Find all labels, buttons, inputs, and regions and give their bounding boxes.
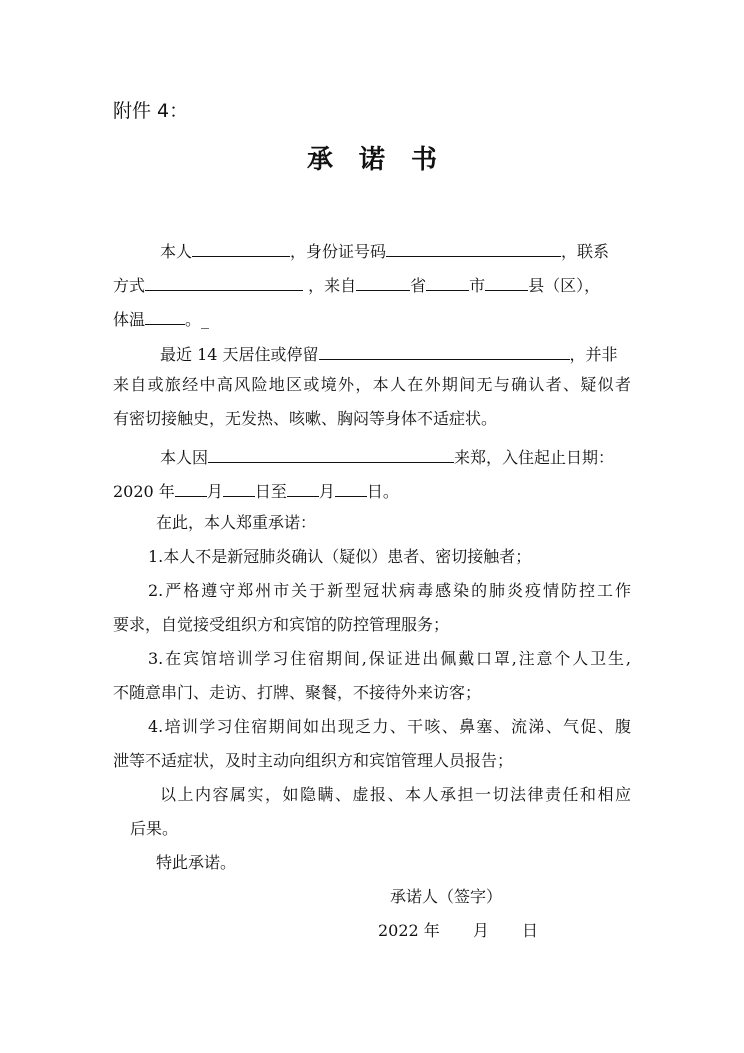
p1-text-d: 方式 [113,276,146,295]
commitment-item-2-line1: 2.严格遵守郑州市关于新型冠状病毒感染的肺炎疫情防控工作 [148,581,631,600]
p3-text-g: 日。 [366,482,399,501]
p3-line1 [160,443,614,465]
p2-text-a: 最近 14 天居住或停留 [160,345,319,364]
p1-text-e: ，来自 [308,276,357,295]
p1-line1 [160,237,609,259]
end-day-blank[interactable] [335,477,367,497]
commitment-item-2-line2: 要求，自觉接受组织方和宾馆的防控管理服务； [113,615,450,634]
p1-text-j: 。_ [185,310,210,329]
p1-text-f: 省 [410,276,427,295]
closing-line1: 以上内容属实，如隐瞒、虚报、本人承担一切法律责任和相应 [160,785,631,804]
p1-text-a: 本人 [160,242,193,261]
province-blank[interactable] [356,271,410,291]
contact-blank[interactable] [145,271,303,291]
end-month-blank[interactable] [287,477,319,497]
commitment-item-4-line1: 4.培训学习住宿期间如出现乏力、干咳、鼻塞、流涕、气促、腹 [148,717,631,736]
commitment-item-3-line2: 不随意串门、走访、打牌、聚餐，不接待外来访客； [113,683,482,702]
closing-line2: 后果。 [130,819,179,838]
reason-blank[interactable] [208,443,454,463]
signature-year: 2022 年 [378,921,440,940]
p1-line2 [113,271,600,293]
signature-month: 月 [472,921,489,940]
p3-text-b: 来郑，入住起止日期： [454,448,615,467]
name-blank[interactable] [192,237,290,257]
p1-text-b: ，身份证号码 [290,242,387,261]
p3-text-d: 月 [206,482,223,501]
commitment-item-1: 1.本人不是新冠肺炎确认（疑似）患者、密切接触者； [148,547,532,566]
declaration: 特此承诺。 [156,853,237,872]
city-blank[interactable] [426,271,469,291]
stay-location-blank[interactable] [319,340,570,360]
p2-line2: 来自或旅经中高风险地区或境外，本人在外期间无与确认者、疑似者 [113,375,631,394]
p1-text-g: 市 [469,276,486,295]
p3-text-e: 日至 [254,482,287,501]
p2-line3: 有密切接触史，无发热、咳嗽、胸闷等身体不适症状。 [113,409,498,428]
signature-date [378,920,538,942]
signature-label: 承诺人（签字） [390,887,503,906]
p3-text-f: 月 [318,482,335,501]
signature-day: 日 [522,921,539,940]
p1-text-c: ，联系 [561,242,610,261]
county-blank[interactable] [485,271,528,291]
id-number-blank[interactable] [386,237,561,257]
p3-line2 [113,477,399,499]
start-day-blank[interactable] [223,477,255,497]
page-title: 承诺书 [306,145,463,175]
p3-text-a: 本人因 [160,448,209,467]
commitment-item-3-line1: 3.在宾馆培训学习住宿期间,保证进出佩戴口罩,注意个人卫生, [148,649,631,668]
p3-text-c: 2020 年 [113,482,175,501]
commitment-item-4-line2: 泄等不适症状，及时主动向组织方和宾馆管理人员报告； [113,751,514,770]
p1-text-i: 体温 [113,310,146,329]
p2-line1 [160,340,618,362]
p2-text-b: ，并非 [569,345,618,364]
attachment-label: 附件 4： [113,100,189,122]
p1-text-h: 县（区）， [528,276,601,295]
temperature-blank[interactable] [145,305,185,325]
p1-line3 [113,305,209,327]
commitment-intro: 在此，本人郑重承诺： [156,513,317,532]
start-month-blank[interactable] [175,477,207,497]
